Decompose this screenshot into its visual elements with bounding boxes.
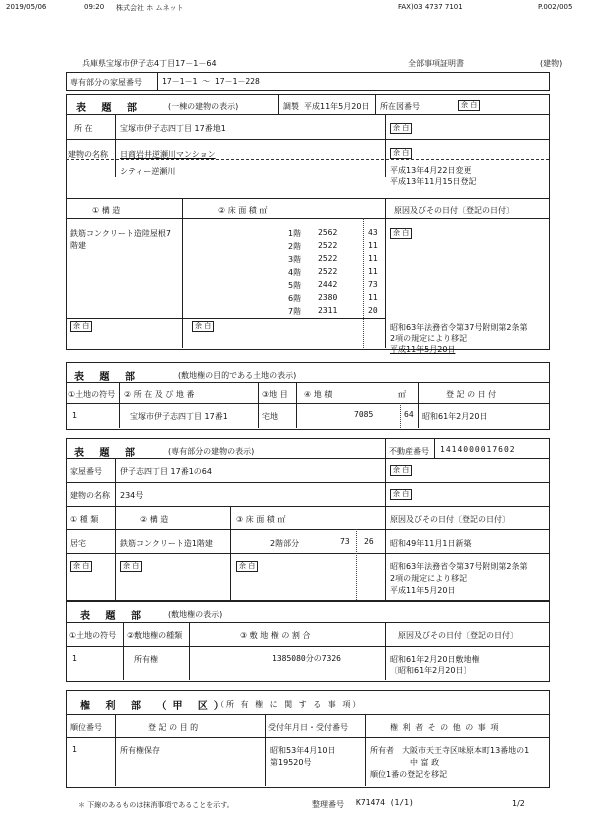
floor-label: 2階 [288, 242, 302, 251]
land-date: 昭和61年2月20日 [422, 412, 488, 421]
floor-area-decimal: 73 [368, 280, 378, 289]
land-col-area: ④ 地 積 [304, 390, 333, 399]
land-col-date: 登 記 の 日 付 [446, 390, 497, 399]
building-section-subtitle: (一棟の建物の表示) [168, 102, 239, 111]
unit-name-note: 余 白 [390, 489, 412, 500]
struct-footer-b: 余 白 [192, 321, 214, 332]
unit-number-note: 余 白 [390, 465, 412, 476]
unit-footer-note-1: 昭和63年法務省令第37号附則第2条第 [390, 562, 528, 571]
floor-area-decimal: 43 [368, 228, 378, 237]
unit-section-title: 表 題 部 [74, 448, 141, 459]
property-id-label: 不動産番号 [389, 447, 429, 456]
land-col-location: ② 所 在 及 び 地 番 [124, 390, 195, 399]
struct-footer-note-1: 昭和63年法務省令第37号附則第2条第 [390, 323, 528, 332]
floor-area-decimal: 11 [368, 267, 378, 276]
site-right-col-cause: 原因及びその日付〔登記の日付〕 [398, 631, 518, 640]
floor-label: 5階 [288, 281, 302, 290]
floor-area: 2311 [318, 306, 338, 315]
rights-purpose: 所有権保存 [120, 746, 160, 755]
floor-area-decimal: 11 [368, 293, 378, 302]
struct-footer-note-3: 平成11年5月20日 [390, 345, 456, 354]
struct-footer-a: 余 白 [70, 321, 92, 332]
land-area: 7085 [354, 410, 374, 419]
floor-label: 1階 [288, 229, 302, 238]
footer-note: ＊ 下線のあるものは抹消事項であることを示す。 [78, 801, 234, 809]
land-type: 宅地 [262, 412, 278, 421]
unit-numbers-value: 17－1－1 ～ 17－1－228 [162, 77, 260, 86]
floor-label: 3階 [288, 255, 302, 264]
floor-label: 6階 [288, 294, 302, 303]
structure-line-1: 鉄筋コンクリート造陸屋根7 [70, 229, 171, 238]
floor-area-decimal: 11 [368, 254, 378, 263]
fax-page: P.002/005 [538, 3, 573, 11]
footer-page: 1/2 [512, 799, 525, 808]
rights-col-no: 順位番号 [70, 723, 102, 732]
unit-footer-c: 余 白 [236, 561, 258, 572]
fax-date: 2019/05/06 [6, 3, 47, 11]
land-code: 1 [72, 411, 78, 420]
site-right-section-subtitle: (敷地権の表示) [168, 610, 223, 619]
property-address: 兵庫県宝塚市伊子志4丁目17－1－64 [82, 59, 217, 68]
unit-structure: 鉄筋コンクリート造1階建 [120, 539, 213, 548]
building-name-new: シティー逆瀬川 [120, 167, 176, 176]
site-right-col-type: ②敷地権の種類 [127, 631, 183, 640]
site-right-ratio: 1385080分の7326 [272, 654, 341, 663]
floor-area: 2522 [318, 267, 338, 276]
building-location: 宝塚市伊子志四丁目 17番地1 [120, 124, 226, 133]
map-value: 余 白 [458, 100, 480, 111]
map-label: 所在図番号 [380, 102, 420, 111]
rights-col-purpose: 登 記 の 目 的 [148, 723, 199, 732]
fax-time: 09:20 [84, 3, 105, 11]
unit-number-label: 家屋番号 [70, 467, 102, 476]
site-right-col-ratio: ③ 敷 地 権 の 割 合 [240, 631, 311, 640]
rights-section-title: 権 利 部 （甲 区） [80, 701, 230, 712]
unit-area: 73 [340, 537, 350, 546]
cause-col-header: 原因及びその日付〔登記の日付〕 [394, 206, 514, 215]
rights-col-details: 権 利 者 そ の 他 の 事 項 [390, 723, 500, 732]
floor-area: 2380 [318, 293, 338, 302]
footer-ref: K71474 (1/1) [356, 798, 414, 807]
unit-name-label: 建物の名称 [70, 491, 110, 500]
building-name-old: 日商岩井逆瀬川マンション [120, 150, 216, 159]
rights-owner-line-2: 中 富 政 [370, 758, 440, 767]
land-section-title: 表 題 部 [74, 372, 141, 383]
floor-area: 2442 [318, 280, 338, 289]
land-location: 宝塚市伊子志四丁目 17番1 [130, 412, 228, 421]
building-section-title: 表 題 部 [76, 103, 143, 114]
unit-col-type: ① 種 類 [70, 515, 99, 524]
site-right-type: 所有権 [134, 655, 158, 664]
land-col-code: ①土地の符号 [68, 390, 116, 399]
fax-company: 株式会社 ホ ムネット [116, 4, 184, 12]
fax-number: FAX)03 4737 7101 [398, 3, 463, 11]
unit-footer-a: 余 白 [70, 561, 92, 572]
document-title: 全部事項証明書 [408, 59, 464, 68]
floor-label: 7階 [288, 307, 302, 316]
unit-footer-note-2: 2項の規定により移記 [390, 574, 468, 583]
structure-line-2: 階建 [70, 241, 86, 250]
unit-col-area: ③ 床 面 積 ㎡ [236, 515, 286, 524]
building-date: 平成11年5月20日 [304, 102, 370, 111]
unit-type: 居宅 [70, 539, 86, 548]
rights-no: 1 [72, 745, 78, 754]
document-kind: (建物) [540, 59, 563, 68]
structure-col-header: ① 構 造 [92, 206, 121, 215]
land-area-decimal: 64 [404, 410, 414, 419]
rights-section-subtitle: （所 有 権 に 関 す る 事 項） [216, 700, 363, 709]
site-right-section-title: 表 題 部 [80, 611, 147, 622]
location-note: 余 白 [390, 123, 412, 134]
unit-col-cause: 原因及びその日付〔登記の日付〕 [390, 515, 510, 524]
unit-section-subtitle: (専有部分の建物の表示) [168, 447, 255, 456]
building-name-note: 余 白 [390, 148, 412, 159]
land-col-type: ③地 目 [262, 390, 288, 399]
land-section-subtitle: (敷地権の目的である土地の表示) [178, 371, 297, 380]
floor-area-col-header: ② 床 面 積 ㎡ [218, 206, 268, 215]
unit-footer-b: 余 白 [120, 561, 142, 572]
unit-name: 234号 [120, 491, 144, 500]
rights-owner-line-3: 順位1番の登記を移記 [370, 770, 448, 779]
footer-ref-label: 整理番号 [312, 800, 344, 809]
name-change-note-2: 平成13年11月15日登記 [390, 177, 477, 186]
site-right-col-code: ①土地の符号 [69, 631, 117, 640]
unit-col-structure: ② 構 造 [140, 515, 169, 524]
floor-area: 2562 [318, 228, 338, 237]
building-name-label: 建物の名称 [68, 150, 108, 159]
floor-area: 2522 [318, 241, 338, 250]
unit-date: 昭和49年11月1日新築 [390, 539, 472, 548]
property-id: 1414000017602 [440, 445, 516, 454]
floor-area-decimal: 11 [368, 241, 378, 250]
site-right-date-2: 〔昭和61年2月20日〕 [390, 666, 472, 675]
structure-note: 余 白 [390, 228, 412, 239]
unit-number: 伊子志四丁目 17番1の64 [120, 467, 212, 476]
unit-footer-note-3: 平成11年5月20日 [390, 586, 456, 595]
unit-floor: 2階部分 [270, 539, 300, 548]
unit-numbers-label: 専有部分の家屋番号 [70, 78, 142, 87]
name-change-note-1: 平成13年4月22日変更 [390, 166, 472, 175]
location-label: 所 在 [74, 124, 93, 133]
floor-area-decimal: 20 [368, 306, 378, 315]
site-right-code: 1 [72, 654, 78, 663]
rights-col-date: 受付年月日・受付番号 [268, 723, 348, 732]
land-col-area-unit: ㎡ [398, 390, 406, 399]
site-right-date-1: 昭和61年2月20日敷地権 [390, 655, 480, 664]
rights-owner-line-1: 所有者 大阪市天王寺区味原本町13番地の1 [370, 746, 530, 755]
rights-receipt: 第19520号 [270, 758, 312, 767]
floor-area: 2522 [318, 254, 338, 263]
floor-label: 4階 [288, 268, 302, 277]
building-date-label: 調製 [283, 102, 299, 111]
rights-date: 昭和53年4月10日 [270, 746, 336, 755]
struct-footer-note-2: 2項の規定により移記 [390, 334, 468, 343]
unit-area-decimal: 26 [364, 537, 374, 546]
